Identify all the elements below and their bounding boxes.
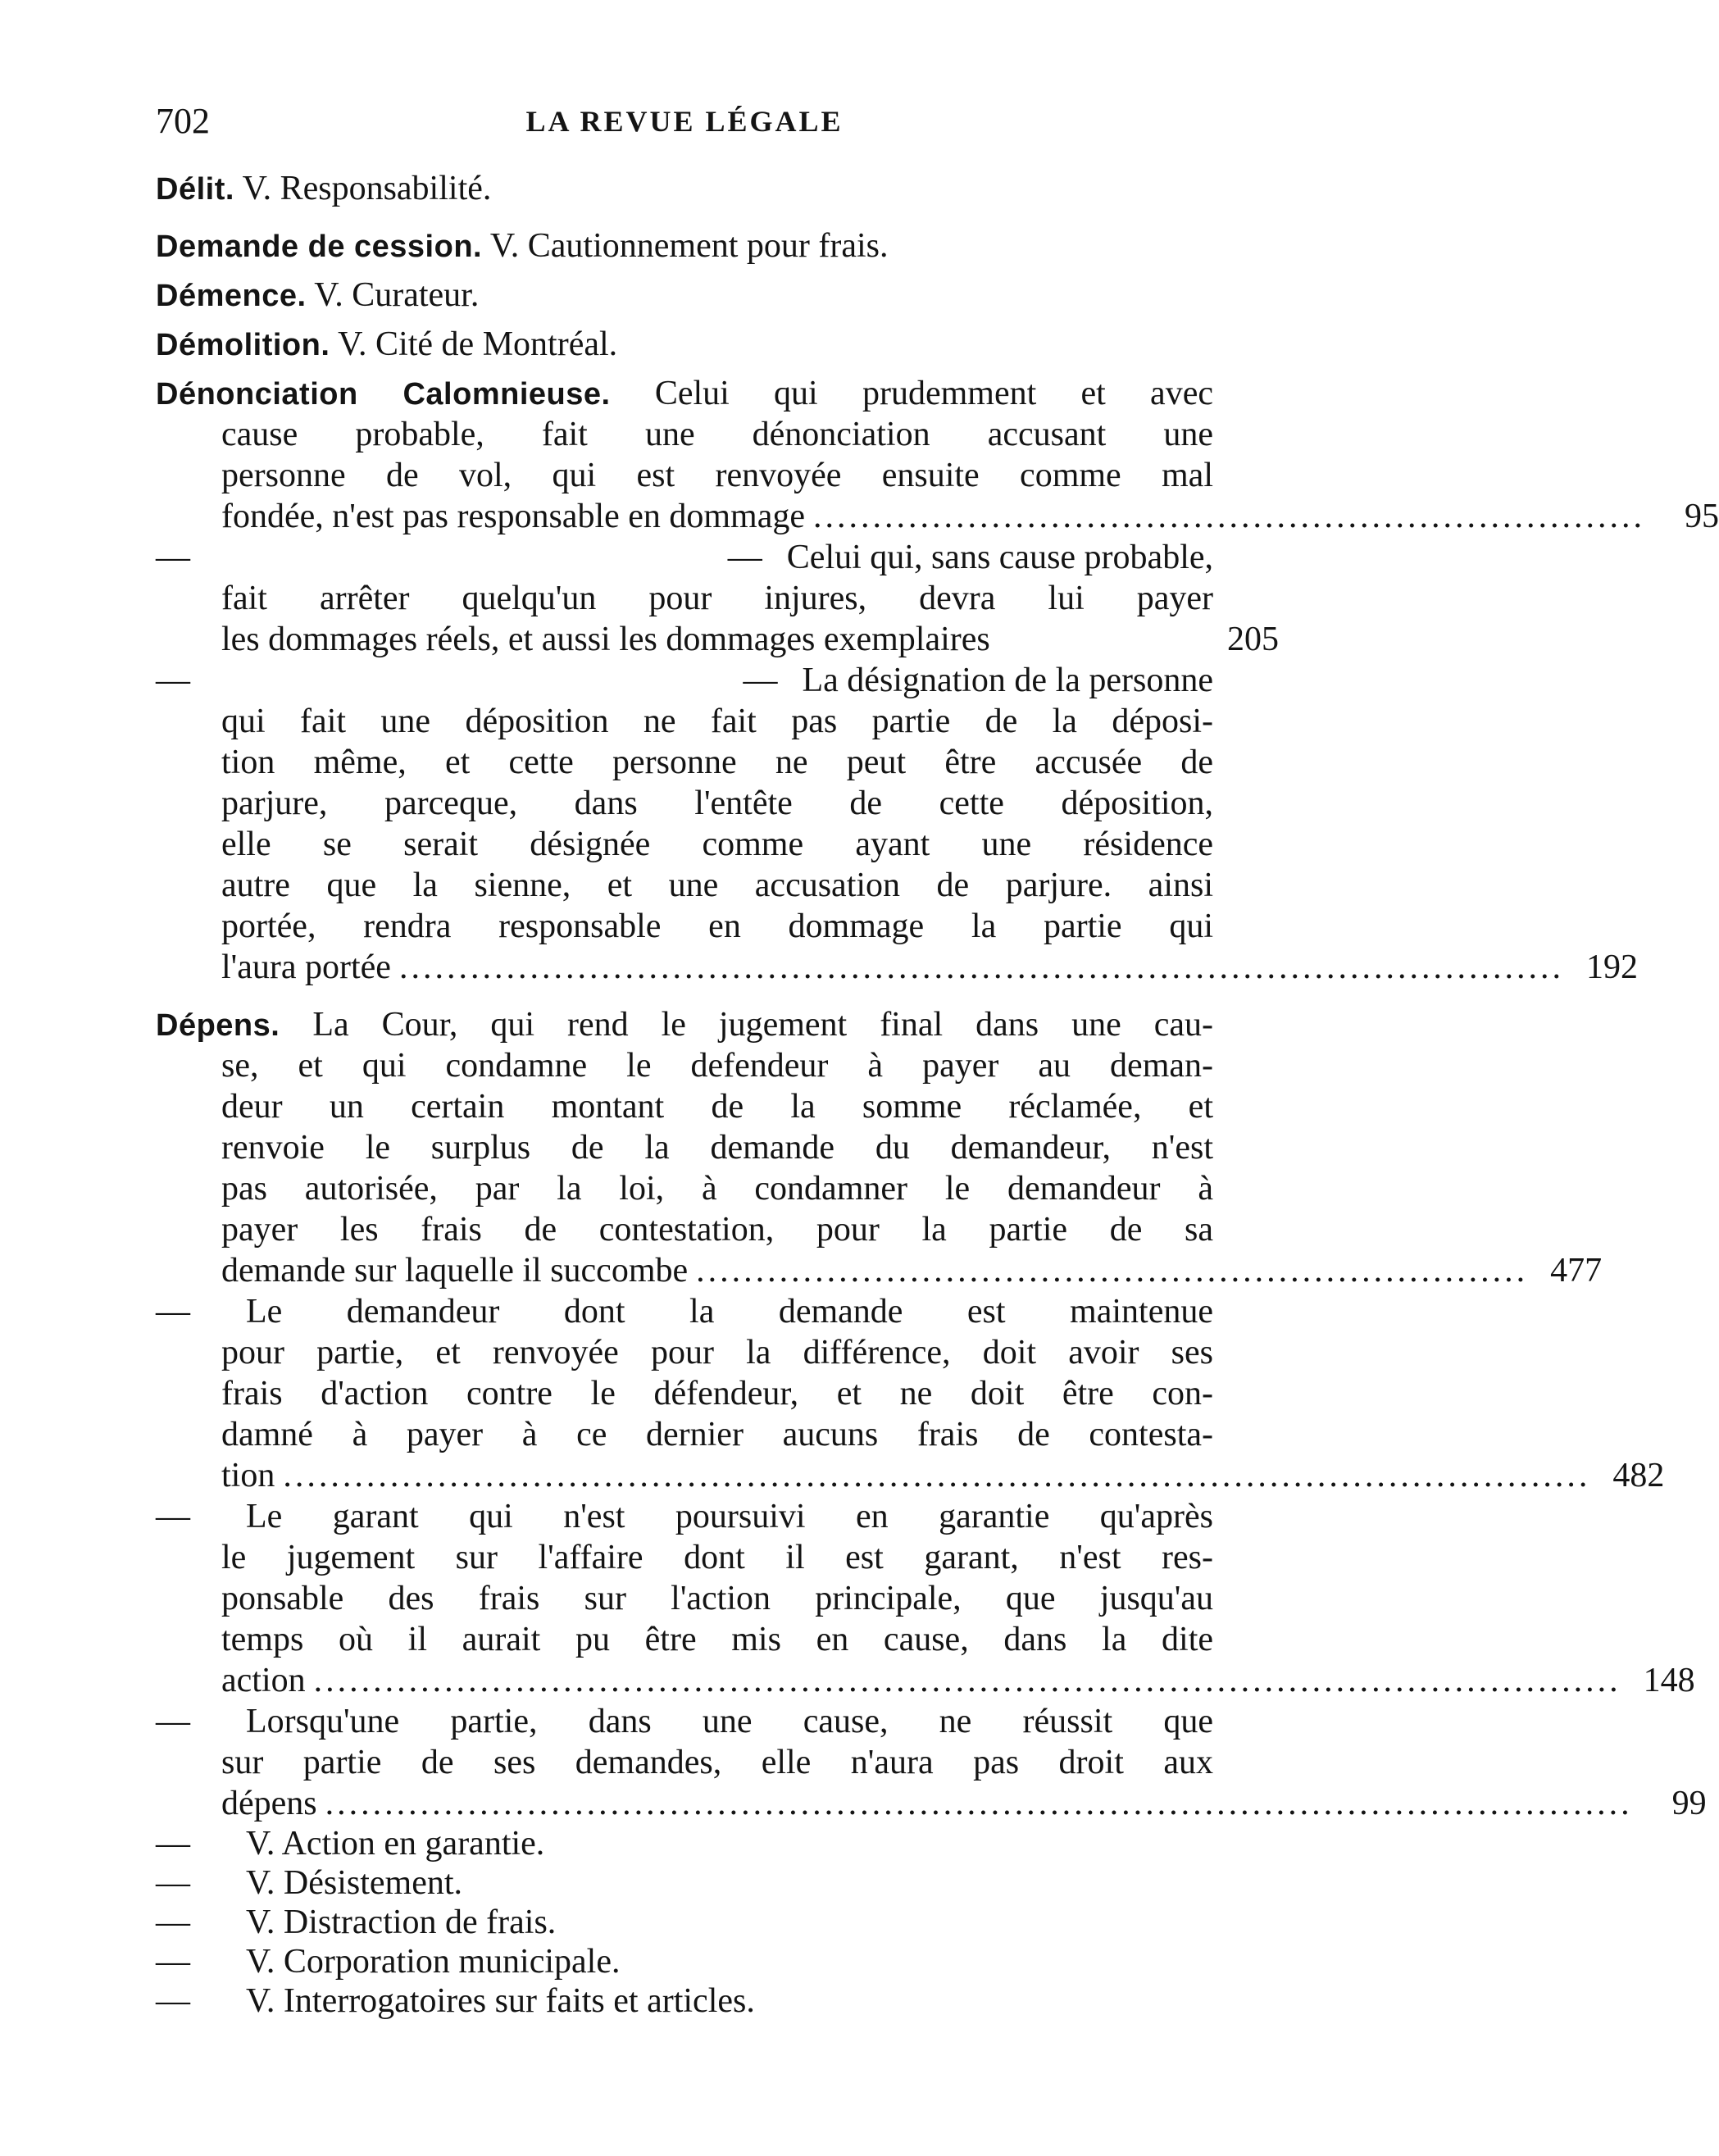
see-also-text: V. Désistement. [246,1864,463,1902]
entry-text: fondée, n'est pas responsable en dommage [221,498,806,535]
entry-text: payer les frais de contestation, pour la partie de sa [221,1211,1213,1249]
dash: — [727,539,762,576]
entry-text: les dommages réels, et aussi les dommages exemplaires [221,621,990,658]
page-header [156,97,1213,146]
entry-text: deur un certain montant de la somme réclamée, et [221,1088,1213,1126]
entry-text: pour partie, et renvoyée pour la différence, doit avoir ses [221,1334,1213,1371]
dash: — [156,662,190,699]
entry-text: frais d'action contre le défendeur, et ne doit être con- [221,1375,1213,1412]
entry-text: se, et qui condamne le defendeur à payer au deman- [221,1047,1213,1085]
entry-demence [156,275,1213,316]
entry-depens [156,1004,1707,2021]
entry-text: V. Cautionnement pour frais. [489,227,889,265]
page-reference: 192 [1585,948,1638,986]
page-reference: 148 [1643,1662,1695,1699]
dot-leader: .................................................................................................. [398,948,1564,986]
entry-text: La Cour, qui rend le jugement final dans une cau- [312,1006,1213,1044]
entry-text: damné à payer à ce dernier aucuns frais de contesta- [221,1416,1213,1453]
sub-entry-first-line [156,537,1213,578]
dash: — [156,1904,190,1941]
see-also-text: V. Interrogatoires sur faits et articles. [246,1982,755,2020]
entry-demolition [156,324,1213,365]
entry-text: personne de vol, qui est renvoyée ensuite comme mal [221,457,1213,494]
dot-leader: ...................................................................... [813,498,1646,535]
entry-text: dépens [221,1785,317,1822]
entry-text: le jugement sur l'affaire dont il est garant, n'est res- [221,1539,1213,1576]
see-also-list [156,1824,1213,2021]
entry-text: tion [221,1457,275,1494]
entry-line-with-ref [156,496,1719,537]
sub-entry-first-line [156,660,1213,701]
entry-text: parjure, parceque, dans l'entête de cette déposition, [221,785,1213,822]
entry-text: demande sur laquelle il succombe [221,1252,689,1290]
entry-text: tion même, et cette personne ne peut être accusée de [221,744,1213,781]
see-also-item [156,1863,1213,1903]
entry-text: l'aura portée [221,948,391,986]
dot-leader: .............................................................................................................. [325,1785,1633,1822]
see-also-item [156,1981,1213,2021]
entry-text: sur partie de ses demandes, elle n'aura pas droit aux [221,1744,1213,1781]
page-reference: 99 [1671,1785,1707,1822]
see-also-text: V. Distraction de frais. [246,1904,557,1941]
entry-text: Le demandeur dont la demande est maintenue [246,1293,1213,1330]
dash: — [156,1825,190,1863]
entry-text: renvoie le surplus de la demande du demandeur, n'est [221,1129,1213,1167]
sub-entry-first-line [156,1701,1213,1742]
entry-text: action [221,1662,306,1699]
dash: — [156,539,190,576]
entry-text: La désignation de la personne [802,662,1213,699]
page-reference: 205 [1227,621,1279,658]
entry-line-with-ref [156,947,1638,988]
page-reference: 482 [1612,1457,1665,1494]
page-reference: 95 [1685,498,1719,535]
entry-demande-de-cession [156,225,1213,266]
entry-text: fait arrêter quelqu'un pour injures, devra lui payer [221,580,1213,617]
see-also-text: V. Corporation municipale. [246,1943,621,1981]
entry-text: Celui qui prudemment et avec [654,375,1213,412]
entry-text: temps où il aurait pu être mis en cause, dans la dite [221,1621,1213,1658]
entry-keyword: Demande de cession. [156,230,483,264]
sub-entry-first-line [156,1291,1213,1332]
entry-text: ponsable des frais sur l'action principale, que jusqu'au [221,1580,1213,1617]
entry-line-with-ref [156,619,1279,660]
dash: — [156,1703,190,1740]
entry-keyword: Démence. [156,279,307,313]
entry-keyword: Dépens. [156,1008,280,1043]
entry-text: cause probable, fait une dénonciation accusant une [221,416,1213,453]
entry-text: portée, rendra responsable en dommage la partie qui [221,907,1213,945]
dot-leader: .............................................................................................................. [313,1662,1621,1699]
entry-keyword: Dénonciation Calomnieuse. [156,377,611,412]
entry-denonciation-calomnieuse [156,373,1719,988]
see-also-item [156,1903,1213,1942]
entry-line-with-ref [156,1783,1707,1824]
dot-leader: .............................................................................................................. [283,1457,1591,1494]
see-also-item [156,1942,1213,1981]
entry-keyword: Délit. [156,172,234,207]
running-title: LA REVUE LÉGALE [525,105,844,138]
dash: — [156,1982,190,2020]
dash: — [743,662,778,699]
entry-line-with-ref [156,1455,1665,1496]
sub-entry-first-line [156,1496,1213,1537]
entry-text: pas autorisée, par la loi, à condamner le demandeur à [221,1170,1213,1208]
entry-text: V. Responsabilité. [242,170,492,207]
dash: — [156,1498,190,1535]
dash: — [156,1864,190,1902]
entry-line-with-ref [156,1250,1603,1291]
dash: — [156,1943,190,1981]
entry-line-with-ref [156,1660,1695,1701]
entry-text: autre que la sienne, et une accusation de parjure. ainsi [221,866,1213,904]
see-also-item [156,1824,1213,1863]
see-also-text: V. Action en garantie. [246,1825,545,1863]
entry-text: V. Curateur. [314,276,480,314]
entry-text: Le garant qui n'est poursuivi en garantie qu'après [246,1498,1213,1535]
entry-delit [156,168,1213,209]
page-number: 702 [156,101,210,141]
dot-leader: ...................................................................... [696,1252,1529,1290]
entry-text: V. Cité de Montréal. [338,325,618,363]
dash: — [156,1293,190,1330]
page-reference: 477 [1550,1252,1603,1290]
entry-text: Celui qui, sans cause probable, [786,539,1213,576]
entry-text: qui fait une déposition ne fait pas partie de la déposi- [221,703,1213,740]
entry-text: elle se serait désignée comme ayant une résidence [221,826,1213,863]
entry-text: Lorsqu'une partie, dans une cause, ne réussit que [246,1703,1213,1740]
entry-keyword: Démolition. [156,328,330,362]
